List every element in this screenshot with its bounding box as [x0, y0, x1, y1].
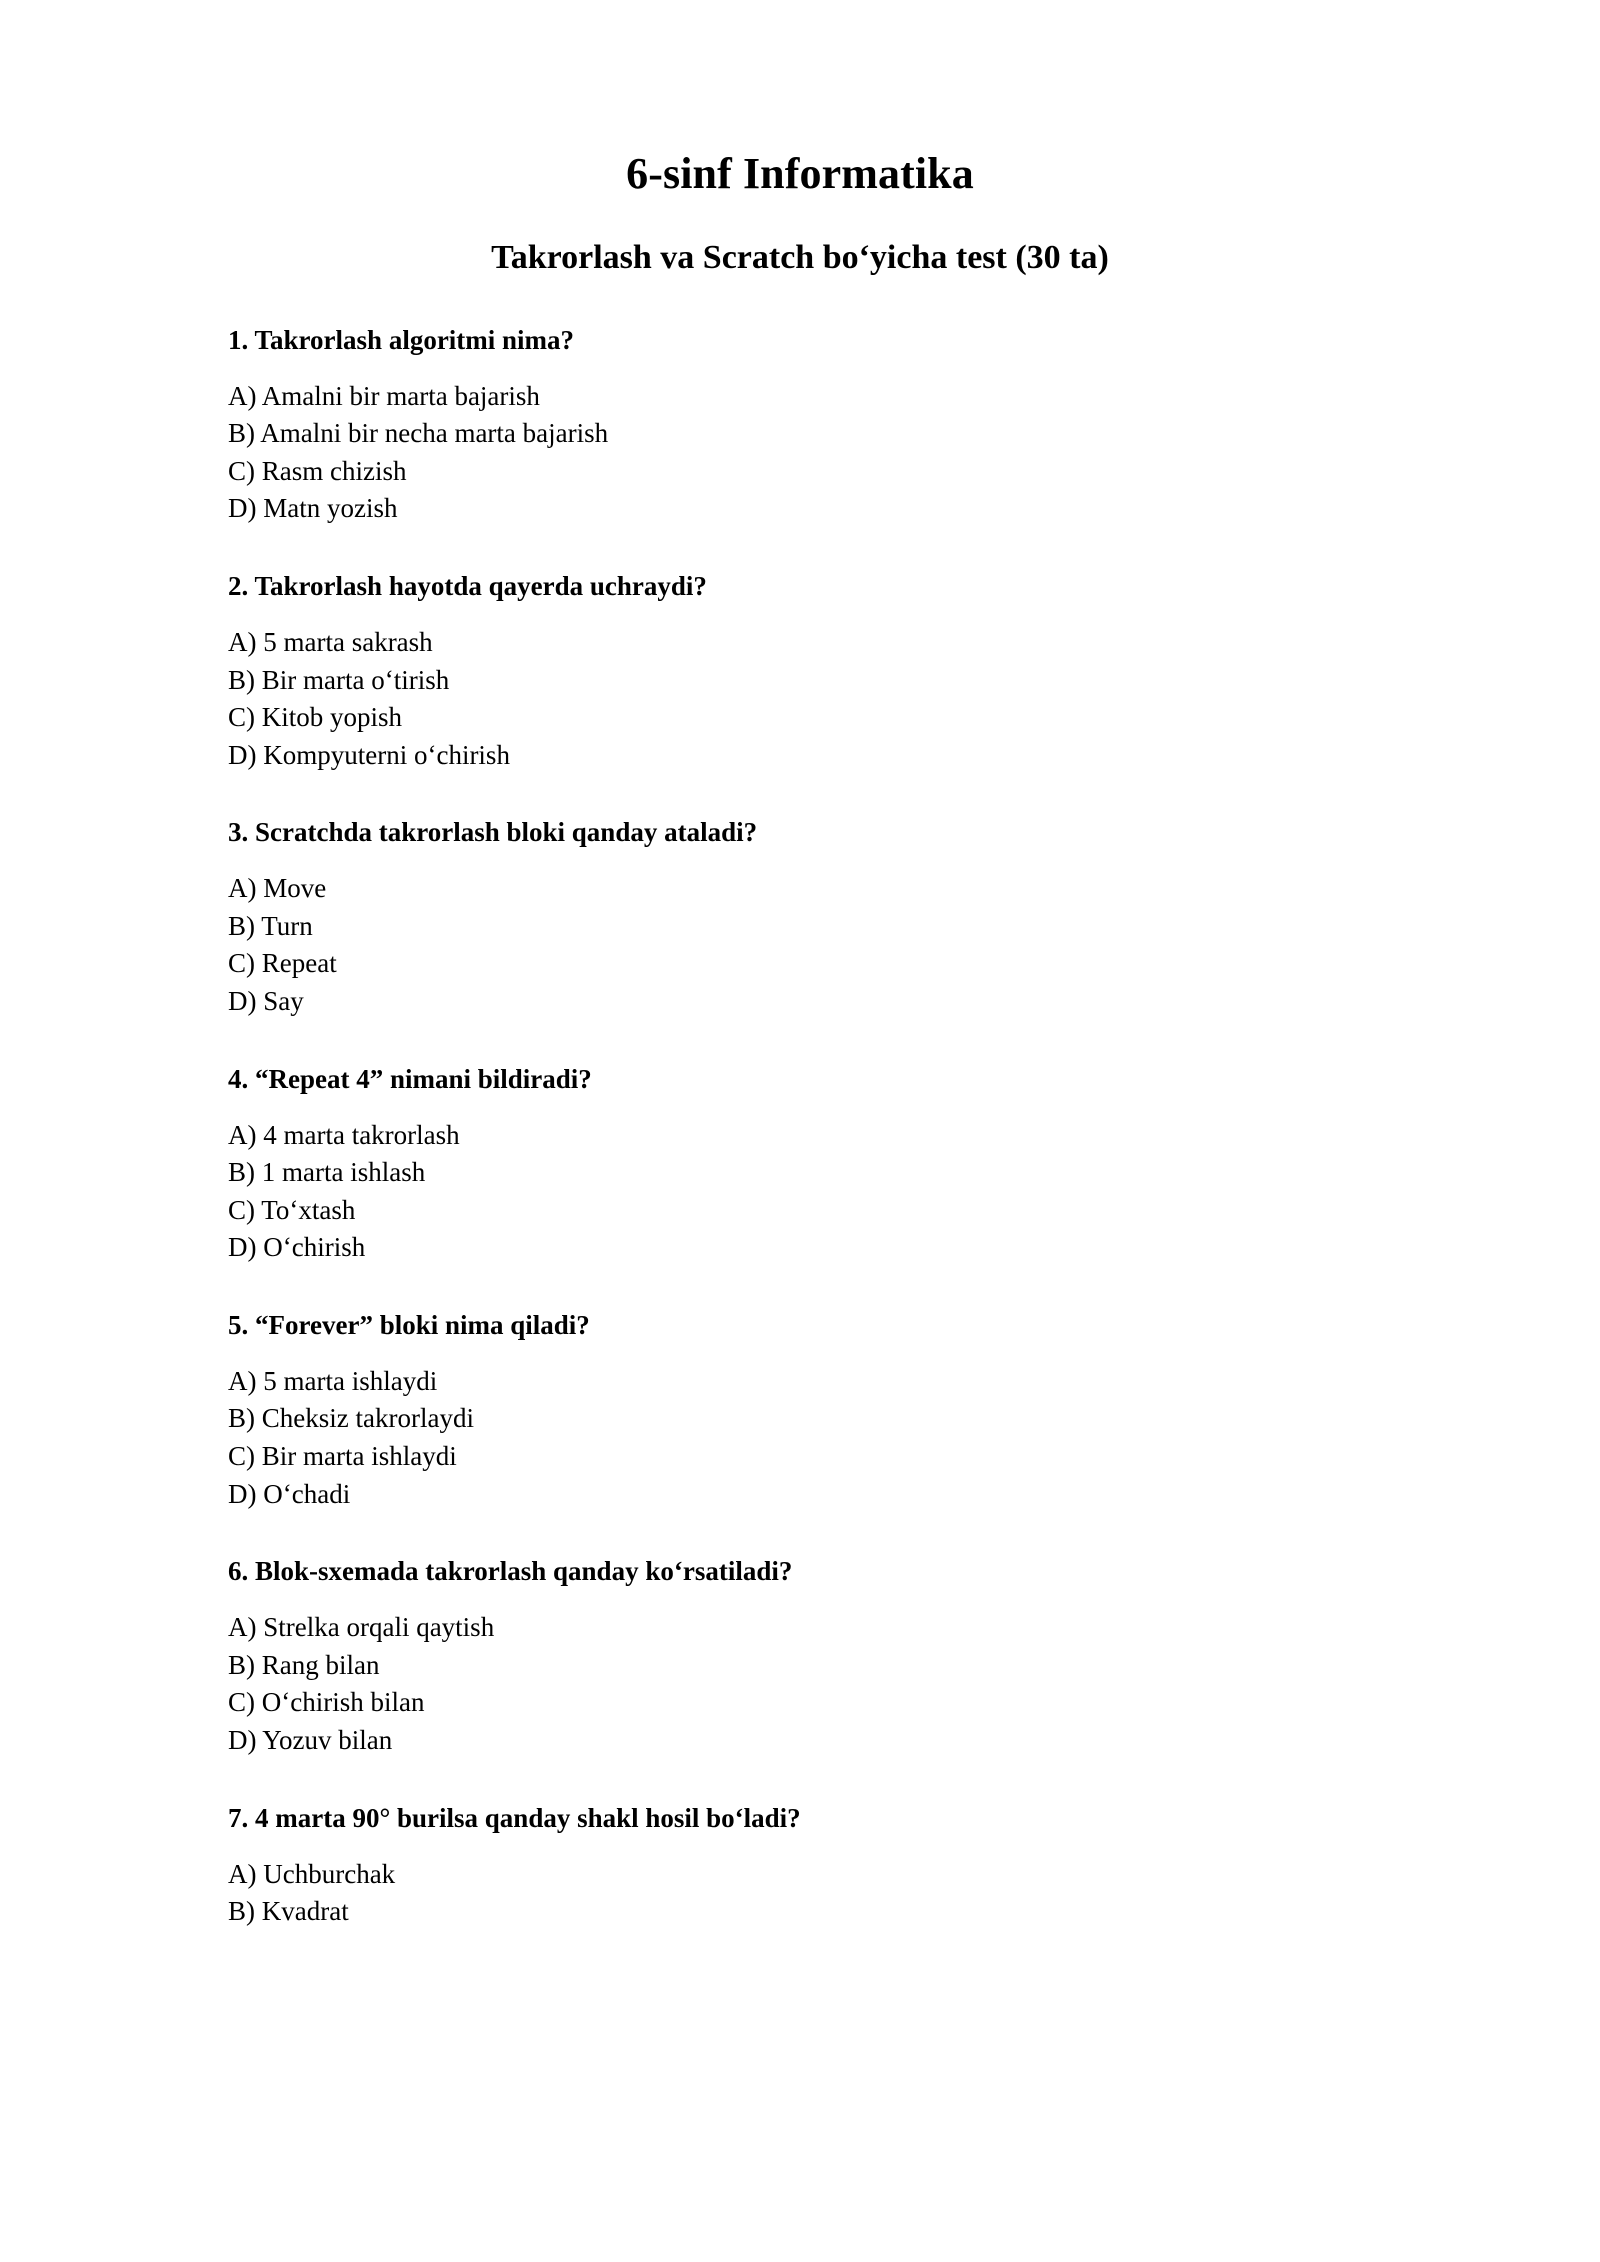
option-item[interactable]: A) 5 marta sakrash: [228, 626, 433, 657]
question-block: [228, 1063, 1372, 1267]
option-item[interactable]: D) Say: [228, 986, 304, 1017]
option-item[interactable]: C) Rasm chizish: [228, 455, 407, 486]
option-item[interactable]: C) Bir marta ishlaydi: [228, 1441, 457, 1472]
option-list: [228, 1117, 1372, 1267]
option-item[interactable]: D) O‘chadi: [228, 1478, 351, 1509]
option-item[interactable]: C) O‘chirish bilan: [228, 1687, 425, 1718]
option-item[interactable]: A) 5 marta ishlaydi: [228, 1365, 438, 1396]
question-text: 6. Blok-sxemada takrorlash qanday ko‘rsatiladi?: [228, 1556, 793, 1587]
option-item[interactable]: A) 4 marta takrorlash: [228, 1119, 460, 1150]
question-text: 3. Scratchda takrorlash bloki qanday ataladi?: [228, 817, 758, 848]
option-item[interactable]: B) Rang bilan: [228, 1649, 380, 1680]
option-item[interactable]: B) Cheksiz takrorlaydi: [228, 1403, 474, 1434]
option-item[interactable]: A) Move: [228, 873, 327, 904]
option-item[interactable]: A) Amalni bir marta bajarish: [228, 380, 540, 411]
option-item[interactable]: B) Amalni bir necha marta bajarish: [228, 418, 609, 449]
option-item[interactable]: A) Uchburchak: [228, 1858, 396, 1889]
question-block: [228, 324, 1372, 528]
option-item[interactable]: D) O‘chirish: [228, 1232, 366, 1263]
option-item[interactable]: C) Kitob yopish: [228, 702, 403, 733]
option-item[interactable]: A) Strelka orqali qaytish: [228, 1612, 495, 1643]
page-subtitle: Takrorlash va Scratch bo‘yicha test (30 ta): [491, 238, 1109, 276]
question-block: [228, 1802, 1372, 1931]
question-list: [228, 279, 1372, 1931]
option-list: [228, 624, 1372, 774]
question-text: 1. Takrorlash algoritmi nima?: [228, 324, 575, 355]
option-item[interactable]: B) Bir marta o‘tirish: [228, 664, 450, 695]
question-text: 7. 4 marta 90° burilsa qanday shakl hosil bo‘ladi?: [228, 1802, 801, 1833]
option-item[interactable]: D) Matn yozish: [228, 493, 398, 524]
question-block: [228, 1555, 1372, 1759]
question-text: 5. “Forever” bloki nima qiladi?: [228, 1309, 590, 1340]
option-item[interactable]: B) 1 marta ishlash: [228, 1157, 426, 1188]
page-title: 6-sinf Informatika: [626, 149, 974, 198]
option-list: [228, 1609, 1372, 1759]
option-item[interactable]: D) Kompyuterni o‘chirish: [228, 739, 510, 770]
question-block: [228, 570, 1372, 774]
option-item[interactable]: B) Kvadrat: [228, 1896, 349, 1927]
option-list: [228, 1363, 1372, 1513]
option-list: [228, 1856, 1372, 1931]
question-text: 2. Takrorlash hayotda qayerda uchraydi?: [228, 571, 707, 602]
option-item[interactable]: C) To‘xtash: [228, 1194, 356, 1225]
question-block: [228, 816, 1372, 1020]
option-item[interactable]: B) Turn: [228, 910, 313, 941]
option-item[interactable]: D) Yozuv bilan: [228, 1724, 393, 1755]
option-item[interactable]: C) Repeat: [228, 948, 337, 979]
question-block: [228, 1309, 1372, 1513]
question-text: 4. “Repeat 4” nimani bildiradi?: [228, 1063, 592, 1094]
option-list: [228, 378, 1372, 528]
option-list: [228, 870, 1372, 1020]
